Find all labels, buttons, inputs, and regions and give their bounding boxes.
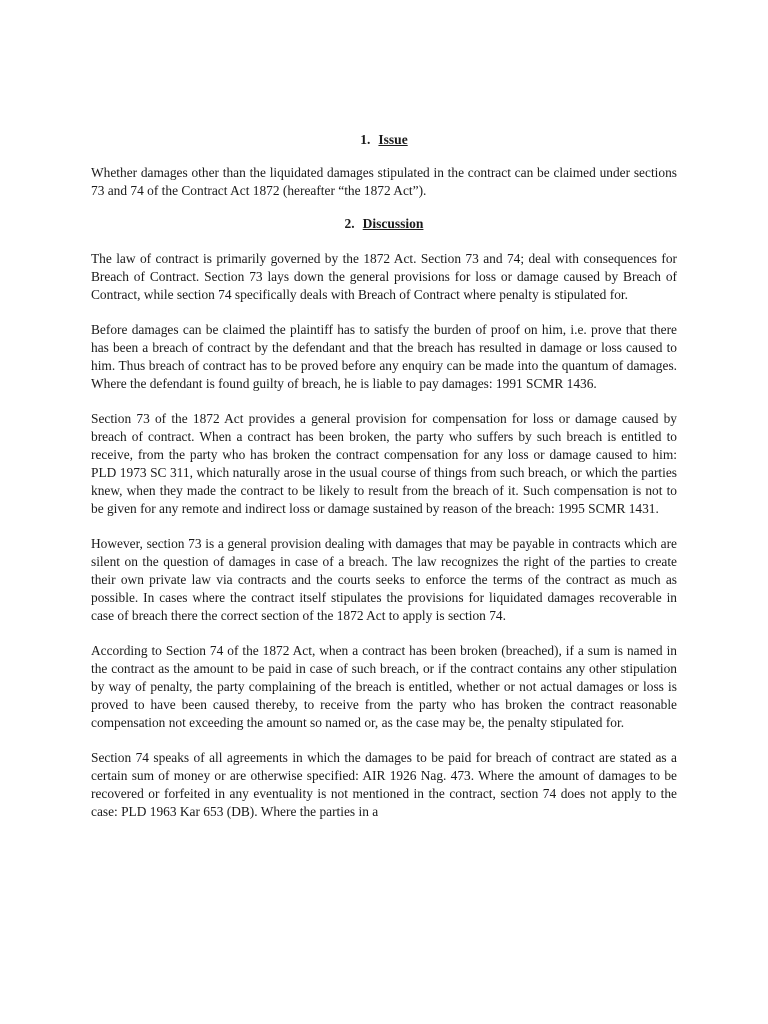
discussion-paragraph-3: Section 73 of the 1872 Act provides a general provision for compensation for loss or damage caused by breach of contract. When a contract has been broken, the party who suffers by such breach is entitled to receive, from the party who has broken the contract compensation for any loss or damage caused to him: PLD 1973 SC 311, which naturally arose in the usual course of things from such breach, or which the parties knew, when they made the contract to be likely to result from the breach of it. Such compensation is not to be given for any remote and indirect loss or damage sustained by reason of the breach: 1995 SCMR 1431. (91, 411, 677, 516)
discussion-paragraph-5: According to Section 74 of the 1872 Act, when a contract has been broken (breached), if a sum is named in the contract as the amount to be paid in case of such breach, or if the contract contains any other stipulation by way of penalty, the party complaining of the breach is entitled, whether or not actual damages or loss is proved to have been caused thereby, to receive from the party who has broken the contract reasonable compensation not exceeding the amount so named or, as the case may be, the penalty stipulated for. (91, 643, 677, 730)
discussion-paragraph-4: However, section 73 is a general provision dealing with damages that may be payable in contracts which are silent on the question of damages in case of a breach. The law recognizes the right of the parties to create their own private law via contracts and the courts seeks to enforce the terms of the contract as much as possible. In cases where the contract itself stipulates the provisions for liquidated damages recoverable in case of breach there the correct section of the 1872 Act to apply is section 74. (91, 536, 677, 623)
document-page (91, 130, 677, 821)
discussion-heading-title: Discussion (362, 216, 424, 231)
issue-heading (91, 130, 677, 150)
discussion-paragraph-6: Section 74 speaks of all agreements in which the damages to be paid for breach of contract are stated as a certain sum of money or are otherwise specified: AIR 1926 Nag. 473. Where the amount of damages to be recovered or forfeited in any eventuality is not mentioned in the contract, section 74 does not apply to the case: PLD 1963 Kar 653 (DB). Where the parties in a (91, 750, 677, 819)
issue-heading-number: 1. (360, 132, 371, 147)
discussion-paragraph-2: Before damages can be claimed the plaintiff has to satisfy the burden of proof on him, i.e. prove that there has been a breach of contract by the defendant and that the breach has resulted in damage or loss caused to him. Thus breach of contract has to be proved before any enquiry can be made into the quantum of damages. Where the defendant is found guilty of breach, he is liable to pay damages: 1991 SCMR 1436. (91, 322, 677, 391)
discussion-heading-number: 2. (344, 216, 355, 231)
discussion-heading (91, 214, 677, 234)
issue-paragraph: Whether damages other than the liquidated damages stipulated in the contract can be claimed under sections 73 and 74 of the Contract Act 1872 (hereafter “the 1872 Act”). (91, 165, 677, 198)
issue-heading-title: Issue (378, 132, 408, 147)
discussion-paragraph-1: The law of contract is primarily governed by the 1872 Act. Section 73 and 74; deal with consequences for Breach of Contract. Section 73 lays down the general provisions for loss or damage caused by Breach of Contract, while section 74 specifically deals with Breach of Contract where penalty is stipulated for. (91, 251, 677, 302)
